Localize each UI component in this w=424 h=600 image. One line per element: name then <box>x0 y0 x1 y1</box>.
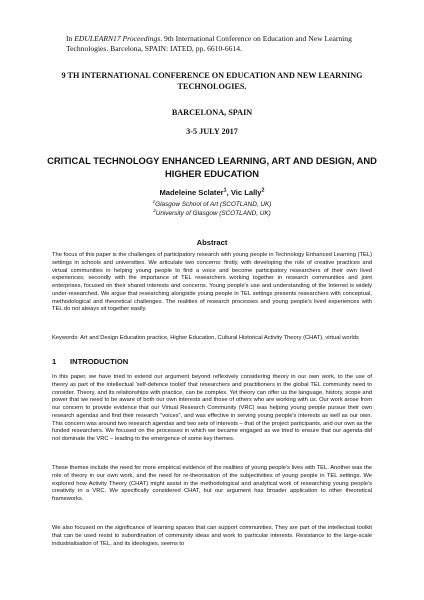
conference-name: 9 TH INTERNATIONAL CONFERENCE ON EDUCATION AND NEW LEARNING TECHNOLOGIES. <box>61 71 363 91</box>
keywords: Keywords: Art and Design Education practice, Higher Education, Cultural Historical Activity Theory (CHAT), virtual worlds <box>52 335 359 341</box>
citation-details: . 9th International Conference on Education and New Learning Technologies. Barcelona, SPAIN: IATED, pp. 6610-6614. <box>66 34 352 53</box>
citation-prefix: In <box>66 34 75 43</box>
section-title: INTRODUCTION <box>70 357 129 366</box>
citation-line <box>66 34 366 54</box>
abstract-text: The focus of this paper is the challenges of participatory research with young people in Technology Enhanced Learning (TEL) settings in schools and universities. We articulate two concerns: firstly, with developing the role of creative practices and virtual communities in helping young people to find a voice and become participatory researchers of their own lived experiences; secondly with the importance of TEL researchers working together in research communities and joint enterprises, focused on their shared interests and concerns. Young people's use and understanding of the Internet is widely under-researched. We argue that researching alongside young people in TEL settings presents researchers with conceptual, methodological and theoretical challenges. The realities of research processes and young people's lived experiences with TEL do not always sit together easily. <box>52 252 372 313</box>
affiliation-text: University of Glasgow (SCOTLAND, UK) <box>155 209 271 217</box>
paper-title: CRITICAL TECHNOLOGY ENHANCED LEARNING, ART AND DESIGN, AND HIGHER EDUCATION <box>47 155 377 179</box>
body-paragraph: These themes include the need for more empirical evidence of the realities of young people's lives with TEL. Another was the role of theory in our own work, and the need for re-theorisation of the subjectivities of young people in TEL settings. We explored how Activity Theory (CHAT) might assist in the methodological and analytical work of researching young people's creativity in a VRC. We specifically considered CHAT, but our argument has broader application to other theoretical frameworks. <box>52 465 372 502</box>
author-name: Madeleine Sclater <box>159 188 224 197</box>
affiliations <box>40 198 384 218</box>
affiliation-text: Glasgow School of Art (SCOTLAND, UK) <box>155 201 272 208</box>
abstract-heading: Abstract <box>196 238 228 247</box>
body-paragraph: In this paper, we have tried to extend our argument beyond reflexively considering theory in our own work, to the use of theory as part of the intellectual 'self-defence toolkit' that researchers and practitioners in the global TEL community need to consider. Theory, and its relationships with practice, can be complex. Yet theory can offer us the language, history, scope and power that we need to be aware of both our own interests and those of others who are working with us. Our work arose from our concern to provide evidence that our Virtual Research Community (VRC) was helping young people pursue their own research agendas and find their research "voices", and was effective in serving young people's interests as well as our own. This concern was around two research agendas and two sets of interests – that of the project participants, and our own as the funded researchers. We focused on the processes in which we became engaged as we tried to ensure that our agenda did not dominate the VRC – leading to the emergence of some key themes. <box>52 374 372 442</box>
section-number: 1 <box>52 357 57 366</box>
author-separator: , <box>226 188 231 197</box>
affiliation-mark: 2 <box>153 207 156 213</box>
section-heading <box>52 357 128 366</box>
citation-proceedings: EDULEARN17 Proceedings <box>74 34 161 43</box>
author-affil-mark: 1 <box>223 187 227 194</box>
conference-dates: 3-5 JULY 2017 <box>186 127 238 136</box>
affiliation-mark: 1 <box>152 198 156 204</box>
body-paragraph: We also focused on the significance of learning spaces that can support communities. They are part of the intellectual toolkit that can be used resist to subordination of community ideas and work to particular interests. Resistance to the large-scale industrialisation of TEL, and its ideologies, seems to <box>52 525 372 547</box>
conference-location: BARCELONA, SPAIN <box>171 108 253 117</box>
author-list <box>40 188 384 197</box>
author-name: Vic Lally <box>230 188 262 197</box>
affiliation <box>40 207 384 219</box>
author-affil-mark: 2 <box>261 187 265 194</box>
